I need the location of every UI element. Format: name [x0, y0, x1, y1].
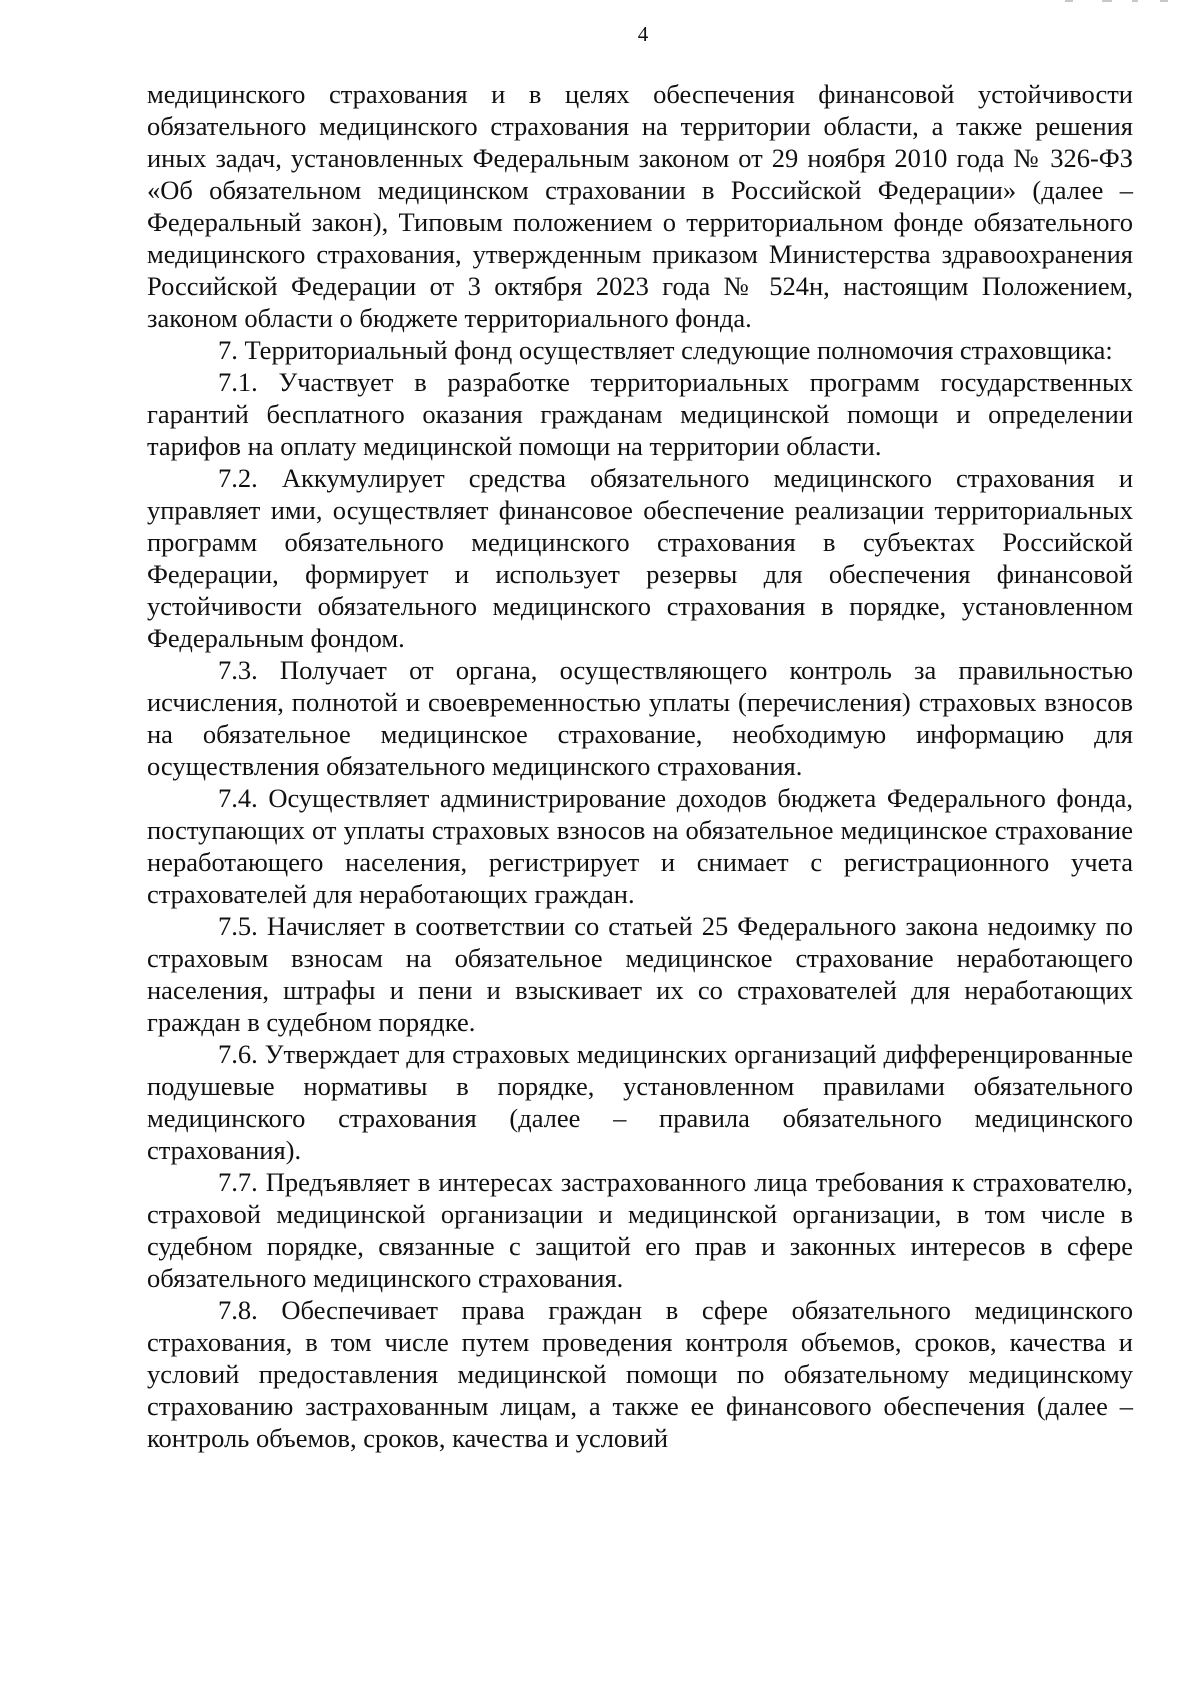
- scan-artifact: [1132, 0, 1138, 2]
- paragraph-7-2: 7.2. Аккумулирует средства обязательного медицинского страхования и управляет ими, осуществляет финансовое обеспечение реализации территориальных программ обязательного медицинского страхования в субъектах Российской Федерации, формирует и использует резервы для обеспечения финансовой устойчивости обязательного медицинского страхования в порядке, установленном Федеральным фондом.: [147, 463, 1133, 653]
- document-body: [147, 78, 1133, 1454]
- scan-artifact: [1065, 0, 1073, 2]
- paragraph-continuation: медицинского страхования и в целях обеспечения финансовой устойчивости обязательного медицинского страхования на территории области, а также решения иных задач, установленных Федеральным законом от 29 ноября 2010 года № 326-ФЗ «Об обязательном медицинском страховании в Российской Федерации» (далее – Федеральный закон), Типовым положением о территориальном фонде обязательного медицинского страхования, утвержденным приказом Министерства здравоохранения Российской Федерации от 3 октября 2023 года № 524н, настоящим Положением, законом области о бюджете территориального фонда.: [147, 79, 1133, 333]
- paragraph-7-5: 7.5. Начисляет в соответствии со статьей 25 Федерального закона недоимку по страховым взносам на обязательное медицинское страхование неработающего населения, штрафы и пени и взыскивает их со страхователей для неработающих граждан в судебном порядке.: [147, 911, 1133, 1037]
- paragraph-7-6: 7.6. Утверждает для страховых медицинских организаций дифференцированные подушевые нормативы в порядке, установленном правилами обязательного медицинского страхования (далее – правила обязательного медицинского страхования).: [147, 1039, 1133, 1165]
- scan-artifact: [1102, 0, 1112, 2]
- paragraph-7-4: 7.4. Осуществляет администрирование доходов бюджета Федерального фонда, поступающих от уплаты страховых взносов на обязательное медицинское страхование неработающего населения, регистрирует и снимает с регистрационного учета страхователей для неработающих граждан.: [147, 783, 1133, 909]
- paragraph-7-1: 7.1. Участвует в разработке территориальных программ государственных гарантий бесплатного оказания гражданам медицинской помощи и определении тарифов на оплату медицинской помощи на территории области.: [147, 367, 1133, 461]
- page-number: 4: [637, 22, 649, 46]
- paragraph-7-3: 7.3. Получает от органа, осуществляющего контроль за правильностью исчисления, полнотой и своевременностью уплаты (перечисления) страховых взносов на обязательное медицинское страхование, необходимую информацию для осуществления обязательного медицинского страхования.: [147, 655, 1133, 781]
- scan-artifact: [1160, 0, 1168, 2]
- paragraph-7: 7. Территориальный фонд осуществляет следующие полномочия страховщика:: [218, 335, 1113, 365]
- paragraph-7-8: 7.8. Обеспечивает права граждан в сфере обязательного медицинского страхования, в том числе путем проведения контроля объемов, сроков, качества и условий предоставления медицинской помощи по обязательному медицинскому страхованию застрахованным лицам, а также ее финансового обеспечения (далее – контроль объемов, сроков, качества и условий: [147, 1295, 1133, 1453]
- paragraph-7-7: 7.7. Предъявляет в интересах застрахованного лица требования к страхователю, страховой медицинской организации и медицинской организации, в том числе в судебном порядке, связанные с защитой его прав и законных интересов в сфере обязательного медицинского страхования.: [147, 1167, 1133, 1293]
